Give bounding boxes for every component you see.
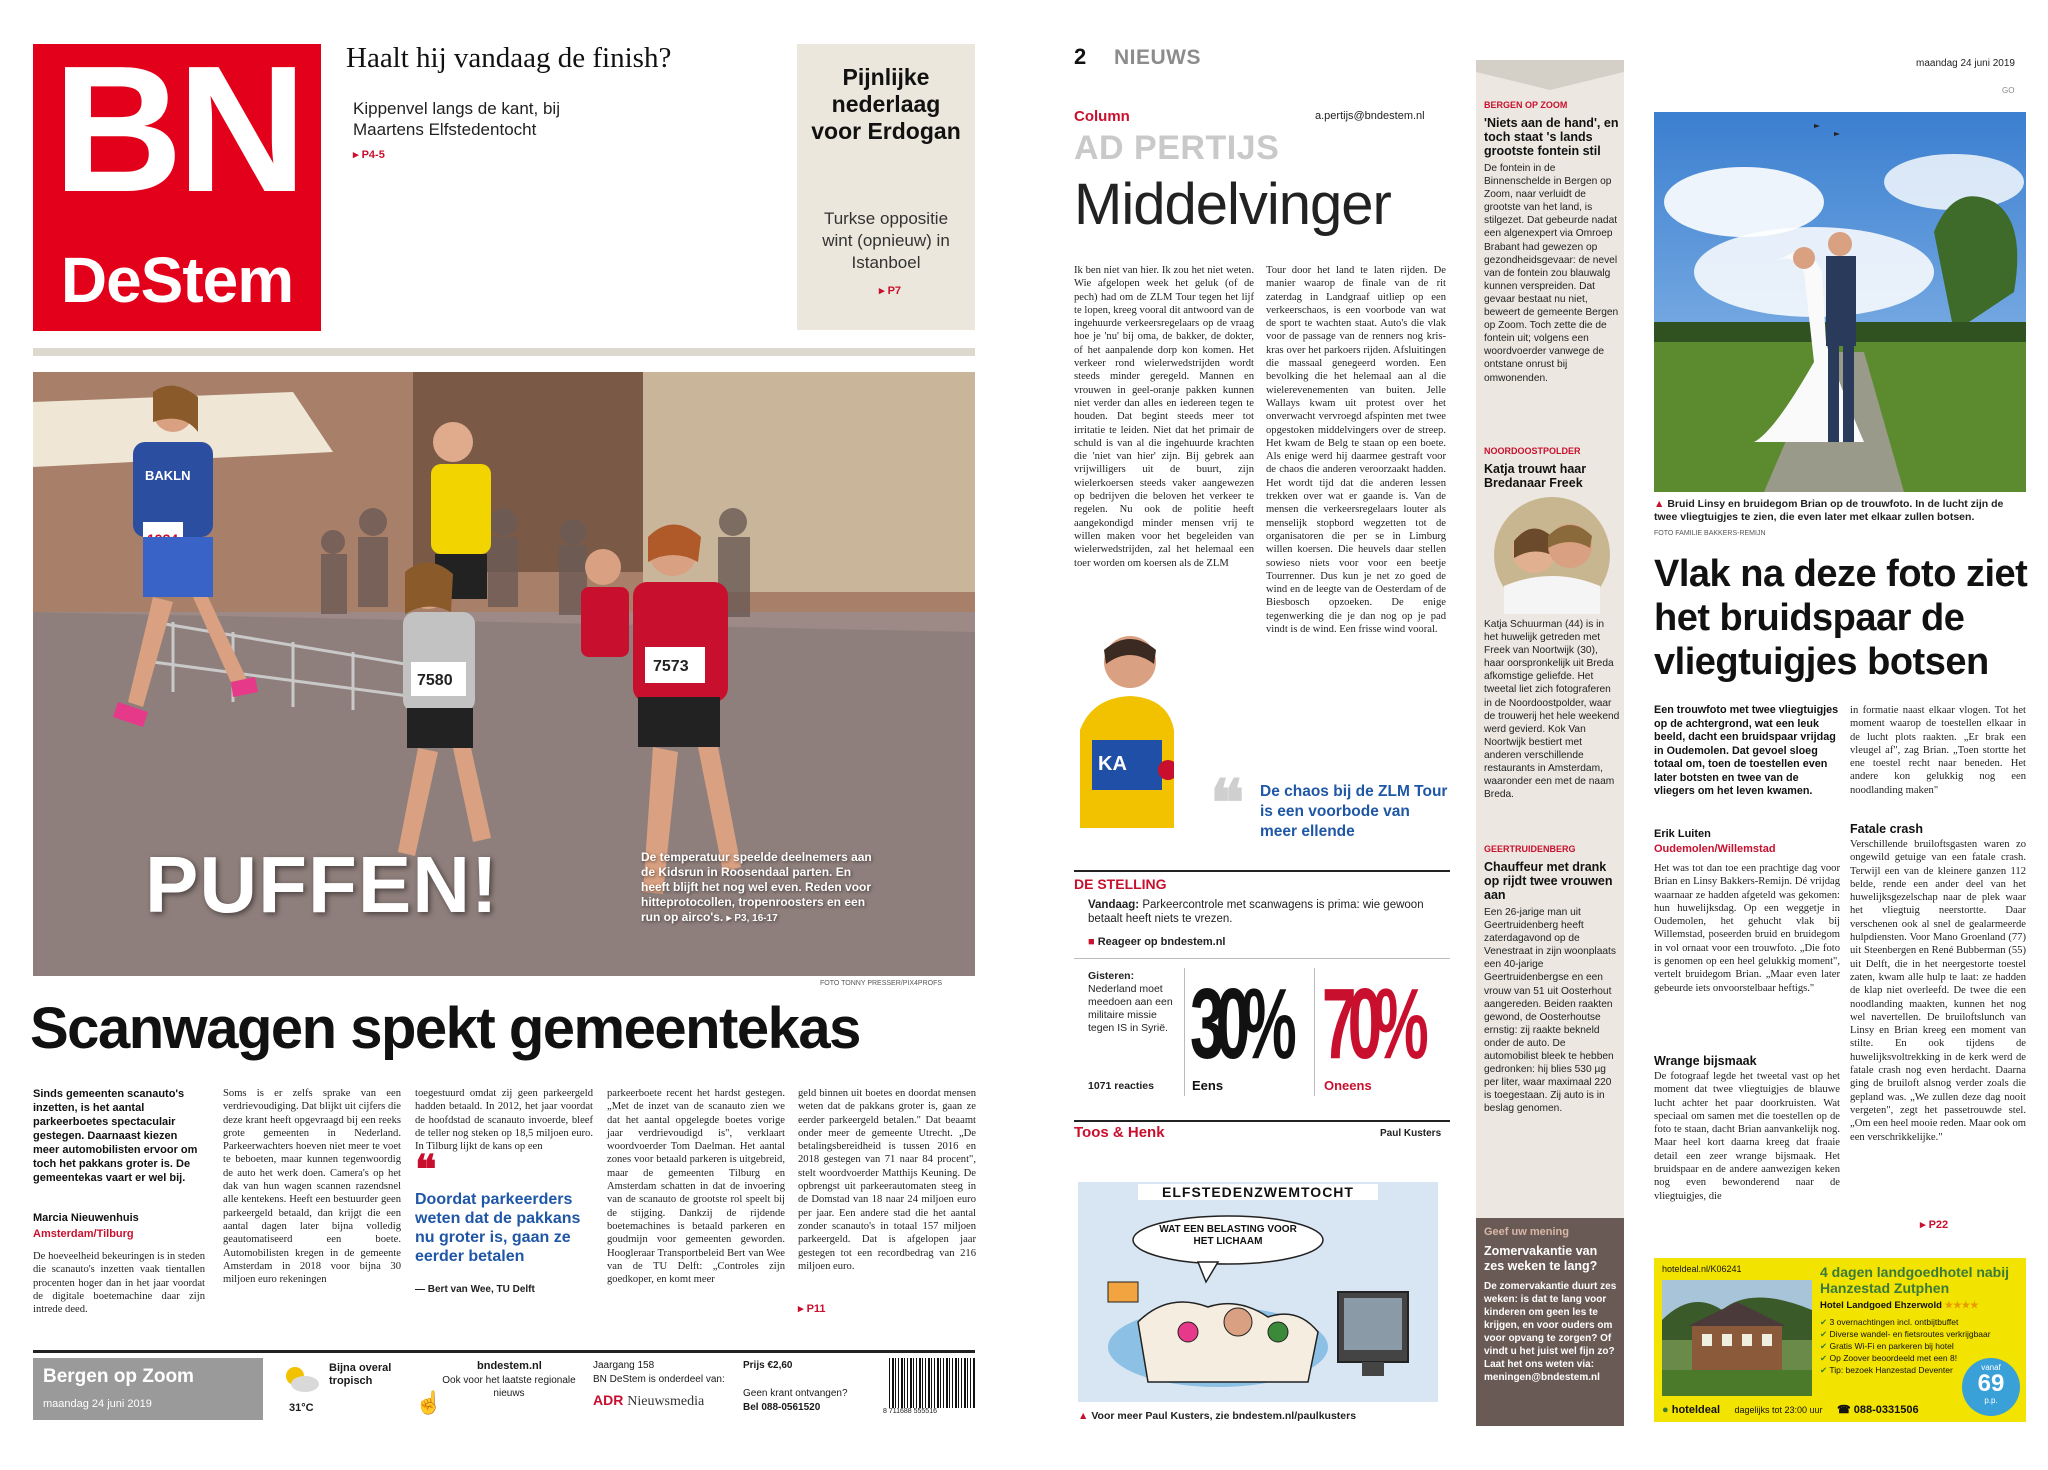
poll-label: DE STELLING [1074,876,1167,892]
poll-disagree-pct: 70% [1322,968,1421,1080]
sidebar-title: Katja trouwt haar Bredanaar Freek [1484,462,1587,490]
shirt-text: BAKLN [145,468,191,483]
weather-text: Bijna overal tropisch [329,1362,392,1387]
ad-bullet: ✔ Diverse wandel- en fietsroutes verkrijgbaar [1820,1329,1991,1339]
kidsrun-photo [33,372,975,976]
ad-hotel [1820,1300,1979,1311]
teaser-ref: ▸ P4-5 [353,149,385,161]
cartoon-banner: ELFSTEDENZWEMTOCHT [1138,1184,1378,1200]
main-col1: De hoeveelheid bekeuringen is in steden die scanauto's inzetten vaak tientallen procenten hoger dan in het jaar voordat de digitale boetemachine daar zijn intrede deed. [33,1251,205,1316]
columnist-photo [1072,620,1174,828]
page-two [1050,0,2048,1470]
column-rule [1074,870,1450,872]
sidebar-text: Katja Schuurman (44) is in het huwelijk getreden met Freek van Noortwijk (30), haar oorspronkelijk uit Breda afkomstige geliefde. Het tweetal liet zich fotograferen in de Noordoostpolder, waar de trouwerij het hele weekend werd gevierd. Kok Van Noortwijk bestiert met anderen verschillende restaurants in Amsterdam, waaronder een met de naam Breda. [1484,619,1620,801]
cartoon-artist: Paul Kusters [1380,1128,1442,1139]
teaser2-ref: ▸ P7 [879,285,902,297]
logo-destem: DeStem [60,244,294,316]
ad-bullet-text: 3 overnachtingen incl. ontbijtbuffet [1829,1317,1959,1327]
poll-agree-label: Eens [1192,1078,1224,1093]
cartoon[interactable] [1078,1182,1438,1402]
opinion-box[interactable] [1476,1218,1624,1426]
ad-price-badge [1962,1358,2020,1416]
hand-icon: ☝ [415,1390,443,1415]
barcode-number: 8 711688 555516 [883,1408,937,1415]
no-paper: Geen krant ontvangen? [743,1388,848,1399]
column-col2: Tour door het land te laten rijden. De manier waarop de finale van de rit zaterdag in Landgraaf uitliep op een verkeerschaos, is een voorbode van wat de sport te wachten staat. Auto's die vlak voor de passage van de renners nog kris-kras over het parkoers rijden. Afsluitingen die massaal genegeerd worden. Een bevolking die het helemaal aan al die wielerevenementen van buiten. Jelle Wallays kwam uit protest over het onverwacht vervroegd afspinten met twee opgestoken middelvingers over de streep. Het kwam de Belg te staan op een boete. Als enige werd hij daarmee gestraft voor de chaos die anderen veroorzaakt hadden. Het wordt tijd dat die anderen lessen trekken over wat er gaande is. Van de mensen die verkeersregelaars louter als menselijk stopbord wegzetten tot de organisatoren die per se in Limburg willen koersen. Die heuvels daar stellen sowieso niets voor voor een beetje Tourrenner. Dus kun je net zo goed de wind en de leegte van de Oesterdam of de Biesbosch opzoeken. De enige tegenwerking die je dan nog op je pad vindt is de wind. Een frisse wind vooral. [1266,265,1446,636]
front-footer [33,1358,975,1420]
ad-footer [1662,1400,1958,1418]
masthead-logo[interactable] [33,29,321,331]
sidebar-text: De fontein in de Binnenschelde in Bergen op Zoom, naar verluidt de grootste van het land, is stilgezet. Dat gebeurde nadat een algenexpert via Omroep Brabant had gewezen op gezondheidsgevaar: de nevel van de fontein zou blauwalg kunnen verspreiden. Dat gevaar bestaat nu niet, beweert de gemeente Bergen op Zoom. Toch zette die de fontein uit; volgens een woordvoerder vanwege de ontstane onrust bij omwonenden. [1484,163,1619,384]
hoteldeal-ad[interactable] [1654,1258,2026,1422]
wedding-caption: ▲ Bruid Linsy en bruidegom Brian op de trouwfoto. In de lucht zijn de twee vliegtuigjes te zien, die even later met elkaar zullen botsen. [1654,498,2004,523]
poll-react[interactable]: ■ Reageer op bndestem.nl [1088,936,1226,948]
ad-bullet: ✔ 3 overnachtingen incl. ontbijtbuffet [1820,1317,1959,1327]
weather-icon [281,1364,321,1394]
ad-bullet-text: Op Zoover beoordeeld met een 8! [1829,1353,1958,1363]
ad-price-unit: p.p. [1984,1396,1998,1405]
photo-caption-ref: ▸ P3, 16-17 [726,913,778,924]
wedding-col1: Het was tot dan toe een prachtige dag voor Brian en Linsy Bakkers-Remijn. Dé vrijdag waarnaar ze hadden afgeteld was gekomen: hun huwelijksdag. Op een weggetje in Oudemolen, het gehucht vlak bij Willemstad, poseerden bruid en bruidegom in vol ornaat voor een trouwfoto. „Die foto is genomen op een heel gelukkig moment", vertelt bruidegom Brian. „Maar even later gebeurde iets onvoorstelbaar heftigs." [1654,863,1840,994]
wedding-col2: in formatie naast elkaar vlogen. Tot het moment waarop de toestellen elkaar in de lucht plots raakten. „Er brak een vleugel af", zag Brian. „Toen stortte het ene toestel recht naar beneden. Het andere kon gelukkig nog een noodlanding maken" [1850,705,2026,796]
bib-7573: 7573 [653,658,689,675]
opinion-title: Zomervakantie van zes weken te lang? [1484,1244,1598,1273]
wedding-credit: FOTO FAMILIE BAKKERS-REMIJN [1654,530,1766,537]
main-col5: geld binnen uit boetes en doordat mensen weten dat de pakkans groter is, gaan ze eerder parkeergeld betalen." Dat beaamt onder meer de gemeente Utrecht. „De betalingsbereidheid is tussen 2016 en 2018 gestegen van 71 naar 84 procent", stelt woordvoerder Matthijs Keuning. De opbrengst uit parkeerautomaten steeg in de Domstad van 18 naar 24 miljoen euro per jaar. Een andere stad die het aantal zonder scanauto's in totaal 157 miljoen parkeergeld. Dat is afgelopen jaar gestegen tot een recordbedrag van 216 miljoen euro. [798,1088,976,1272]
edition-box [33,1358,263,1420]
teaser2-title: Pijnlijke nederlaag voor Erdogan [811,64,961,144]
photo-caption-text: De temperatuur speelde deelnemers aan de Kidsrun in Roosendaal parten. En heeft blijft het nog wel even. Reden voor hitteprotocollen, tropenroosters en een run op airco's. [641,850,872,924]
poll-disagree-label: Oneens [1324,1078,1372,1093]
service-phone: Bel 088-0561520 [743,1402,821,1413]
main-author: Marcia Nieuwenhuis [33,1212,139,1224]
price: Prijs €2,60 [743,1360,793,1371]
wedding-col2b: Verschillende bruiloftsgasten waren zo ongewild getuige van een fatale crash. Terwijl een van de kleinere ganzen 112 belde, rende een ander deel van het huwelijksgezelschap naar de plek waar het vliegtuig neerstortte. Daar verschenen ook al snel de gealarmeerde hulpdiensten. Voor Mano Groenland (77) uit Steenbergen en René Bubberman (55) uit Delft, die in het neergestorte toestel zaten, kwam alle hulp te laat: ze hadden de klap niet overleefd. De twee die een noodlanding maakten, kunnen het nog wel navertellen. De bruiloftslunch van Linsy en Brian kreeg een moment van stilte. En ook tijdens de huwelijksvoltrekking in de kerk werd de fatale crash nog even herdacht. Daarna ging de bruiloft alsnog verder zoals die gepland was. „We zullen deze dag nooit vergeten", zegt het passetrouwde stel. „Om een heel mooie reden. Maar ook om een verschrikkelijke." [1850,839,2026,1143]
cartoon-label: Toos & Henk [1074,1124,1165,1141]
teaser-title: Haalt hij vandaag de finish? [346,42,672,74]
column-author: AD PERTIJS [1074,129,1280,167]
edition-code: GO [2002,86,2015,95]
ad-bullet-text: Diverse wandel- en fietsroutes verkrijgbaar [1829,1329,1991,1339]
photo-credit: FOTO TONNY PRESSER/PIX4PROFS [820,980,943,987]
wedding-lead: Een trouwfoto met twee vliegtuigjes op de achtergrond, wat een leuk beeld, dacht een bruidspaar vrijdag in Oudemolen. Dat gevoel sloeg totaal om, toen de toestellen even later botsten en twee van de vliegers om het leven kwamen. [1654,704,1839,797]
main-quote-by: — Bert van Wee, TU Delft [415,1284,535,1295]
main-place: Amsterdam/Tilburg [33,1228,134,1240]
ad-brand: ● hoteldeal [1662,1404,1721,1416]
ad-bullet: ✔ Tip: bezoek Hanzestad Deventer [1820,1365,1953,1375]
ad-phone[interactable]: ☎ 088-0331506 [1836,1404,1919,1416]
bib-7580: 7580 [417,672,453,689]
wedding-col1b: De fotograaf legde het tweetal vast op het moment dat twee vliegtuigjes de blauwe lucht achter het paar doorkruisten. Wat speciaal om samen met die toestellen op de foto te staan, dacht Brian aanvankelijk nog. Maar heel kort daarna kreeg dat fraaie detail een zeer wrange bijsmaak. Het bruidspaar en de andere aanwezigen keken nog even bewonderend naar de vliegtuigjes, die [1654,1071,1840,1202]
page-date: maandag 24 juni 2019 [1916,58,2015,69]
ad-bullet: ✔ Gratis Wi-Fi en parkeren bij hotel [1820,1341,1954,1351]
ad-bullet: ✔ Op Zoover beoordeeld met een 8! [1820,1353,1958,1363]
wedding-ref: ▸ P22 [1920,1219,1949,1231]
sidebar-text: Een 26-jarige man uit Geertruidenberg heeft zaterdagavond op de Venestraat in zijn woonplaats een 40-jarige Geertruidenbergse en een vrouw van 51 uit Oosterhout aangereden. Beiden raakten gewond, de Oosterhoutse ernstig: zij raakte bekneld onder de auto. De automobilist bleek te hebben gedronken: hij blies 530 µg per liter, waar maximaal 220 is toegestaan. Zij auto is in beslag genomen. [1484,907,1616,1115]
sidebar-item[interactable] [1484,844,1620,1116]
wedding-sub2: Fatale crash [1850,822,1923,836]
ad-code: hoteldeal.nl/K06241 [1662,1264,1742,1274]
site-link[interactable]: bndestem.nl [477,1360,542,1372]
main-col2: Soms is er zelfs sprake van een verdrievoudiging. Dat blijkt uit cijfers die deze krant heeft opgevraagd bij een reeks grote gemeenten in Nederland. Parkeerwachters hoeven niet meer te voet te beboeten, maar kunnen tegenwoordig de auto het werk doen. Camera's op het dak van hun wagen scannen razendsnel alle kentekens. Heeft een bestuurder geen parkeergeld betaald, dan krijgt die een aantal dagen later bijna volledig geautomatiseerd een boete. Automobilisten kregen in de gemeente Amsterdam in 2018 voor bijna 30 miljoen euro rekeningen [223,1088,401,1286]
cartoon-link[interactable]: ▲ Voor meer Paul Kusters, zie bndestem.nl/paulkusters [1078,1410,1357,1422]
ad-title: 4 dagen landgoedhotel nabij Hanzestad Zutphen [1820,1264,2010,1296]
wedding-caption-text: Bruid Linsy en bruidegom Brian op de trouwfoto. In de lucht zijn de twee vliegtuigjes te zien, die even later met elkaar zullen botsen. [1654,498,2004,523]
column-col1: Ik ben niet van hier. Ik zou het niet weten. Wie afgelopen week het geluk (of de pech) had om de ZLM Tour tegen het lijf te lopen, kreeg vooral dit antwoord van de ingehuurde verkeersregelaars op de vraag hoe je 'nu' bij oma, de bakker, de dokter, of het aanpalende dorp kon komen. Het verkeer rond wielerwedstrijden wordt steeds minder geregeld. Mannen en vrouwen in geel-oranje pakken kunnen niet verder dan alles en iedereen tegen te houden. Dat begint steeds meer tot irritatie te leiden. Niet dat het primair de schuld is van al die ingehuurde krachten die 'niet van hier' zijn. Bij gebrek aan vrijwilligers uit de buurt, zijn wielerkoersen steeds vaker aangewezen op bedrijven die beloven het verkeer te regelen. Nu ook de politie heeft aangekondigd minder mensen vrij te willen maken voor het begeleiden van wielerwedstrijden, zal het helemaal een toer worden om koersen als de ZLM [1074,265,1254,569]
opinion-label: Geef uw mening [1484,1226,1569,1238]
wedding-author: Erik Luiten [1654,828,1711,840]
column-title: Middelvinger [1074,172,1391,237]
cartoon-rule [1074,1120,1450,1122]
logo-bn: BN [53,29,301,230]
ad-price: 69 [1977,1370,2005,1397]
column-label: Column [1074,108,1130,125]
column-quote: De chaos bij de ZLM Tour is een voorbode van meer ellende [1260,783,1448,840]
main-lead: Sinds gemeenten scanauto's inzetten, is het aantal parkeerboetes spectaculair gestegen. Daarnaast kiezen meer automobilisten ervoor om toch het pakkans groter is. De gemeentekas vaart er wel bij. [33,1088,198,1184]
main-col4: parkeerboete recent het hardst gestegen. „Met de inzet van de scanauto zien we dat het aantal opgelegde boetes vorige jaar verdrievoudigd is", verklaart woordvoerder Tom Daelman. Het aantal zones voor betaald parkeren is uitgebreid, maar de gemeenten Tilburg en Amsterdam schatten in dat de invoering van de scanauto de grootste rol speelt bij de stijging. Dankzij de rijdende boetemachines is betaald parkeren en goudmijn voor gemeenten geworden. Hoogleraar Transportbeleid Bert van Wee van de TU Delft: „Controles zijn goedkoper, en komt meer [607,1088,785,1286]
poll-yesterday-label: Gisteren: [1088,970,1135,982]
wedding-sub1: Wrange bijsmaak [1654,1054,1757,1068]
ad-photo [1662,1280,1812,1396]
publisher-logo [593,1392,704,1410]
wedding-place: Oudemolen/Willemstad [1654,843,1776,855]
site-text: Ook voor het laatste regionale nieuws [442,1375,576,1399]
wedding-photo [1654,112,2026,492]
poll-box[interactable] [1074,874,1450,1106]
sidebar-kicker: GEERTRUIDENBERG [1484,844,1576,854]
sidebar-kicker: BERGEN OP ZOOM [1484,100,1568,110]
poll-yesterday [1088,970,1174,1035]
teaser-text: Kippenvel langs de kant, bij Maartens Elfstedentocht [353,99,560,139]
poll-today-text: Parkeercontrole met scanwagens is prima: wie gewoon betaalt heeft niets te vrezen. [1088,899,1424,925]
sidebar-title: Chauffeur met drank op rijdt twee vrouwen aan [1484,860,1613,902]
opinion-text: De zomervakantie duurt zes weken: is dat te lang voor kinderen om geen les te krijgen, en voor ouders om voor opvang te zorgen? Of vindt u het juist wel fijn zo? Laat het ons weten via: meningen@bndestem.nl [1484,1281,1617,1383]
wedding-headline[interactable]: Vlak na deze foto ziet het bruidspaar de vliegtuigjes botsen [1654,553,2028,683]
sidebar-title: 'Niets aan de hand', en toch staat 's lands grootste fontein stil [1484,116,1619,158]
photo-caption [641,850,873,926]
footer-rule [33,1350,975,1353]
section-name: NIEUWS [1114,46,1201,69]
poll-today-label: Vandaag: [1088,899,1140,911]
teaser-erdogan[interactable] [797,44,975,330]
part-of: BN DeStem is onderdeel van: [593,1374,725,1385]
poll-today [1088,898,1434,926]
main-ref: ▸ P11 [798,1303,826,1315]
poll-reactions: 1071 reacties [1088,1080,1154,1092]
main-quote-mark: ❝ [415,1147,437,1192]
sidebar-photo [1484,496,1620,614]
sidebar-item[interactable] [1484,100,1620,385]
main-col3: toegestuurd omdat zij geen parkeergeld hadden betaald. In 2012, het jaar voordat de hoofdstad de scanauto invoerde, bleef de teller nog steken op 18,5 miljoen euro. In Tilburg lijkt de kans op een [415,1088,593,1153]
publisher-mark: ADR [593,1392,624,1408]
main-quote: Doordat parkeerders weten dat de pakkans nu groter is, gaan ze eerder betalen [415,1191,581,1265]
poll-react-text: Reageer op bndestem.nl [1097,936,1226,948]
ad-bullet-text: Tip: bezoek Hanzestad Deventer [1829,1365,1953,1375]
page-number: 2 [1074,44,1087,69]
poll-yesterday-text: Nederland moet meedoen aan een militaire missie tegen IS in Syrië. [1088,983,1173,1034]
poll-vrule2 [1314,968,1315,1096]
front-page [0,0,1000,1470]
ad-price-from: vanaf [1981,1363,2001,1372]
sidebar-notch [1476,60,1624,90]
poll-divider [1074,958,1450,959]
sidebar-kicker: NOORDOOSTPOLDER [1484,446,1581,456]
ad-stars: ★★★★ [1944,1300,1979,1311]
weather-temp: 31°C [289,1402,314,1414]
column-email[interactable]: a.pertijs@bndestem.nl [1315,110,1425,122]
publisher-name: Nieuwsmedia [627,1394,705,1409]
barcode [889,1358,975,1408]
edition-name: Bergen op Zoom [43,1366,194,1387]
cartoon-link-text: Voor meer Paul Kusters, zie bndestem.nl/paulkusters [1091,1410,1357,1422]
jaargang: Jaargang 158 [593,1360,655,1371]
teaser2-text: Turkse oppositie wint (opnieuw) in Istanboel [822,209,950,272]
poll-agree-pct: 30% [1190,968,1289,1080]
news-sidebar [1476,60,1624,1426]
sidebar-item[interactable] [1484,446,1620,801]
column-quote-mark: ❝ [1210,768,1245,839]
poll-vrule1 [1184,968,1185,1096]
svg-text:KA: KA [1098,753,1127,775]
photo-headline: PUFFEN! [145,840,499,929]
main-headline[interactable]: Scanwagen spekt gemeentekas [30,996,860,1061]
masthead-rule [33,348,975,356]
cartoon-bubble: WAT EEN BELASTING VOOR HET LICHAAM [1159,1224,1297,1247]
teaser-finish[interactable] [336,40,786,330]
edition-date: maandag 24 juni 2019 [43,1398,152,1410]
ad-bullet-text: Gratis Wi-Fi en parkeren bij hotel [1829,1341,1954,1351]
ad-hours: dagelijks tot 23:00 uur [1734,1405,1823,1415]
ad-hotel-name: Hotel Landgoed Ehzerwold [1820,1300,1942,1311]
